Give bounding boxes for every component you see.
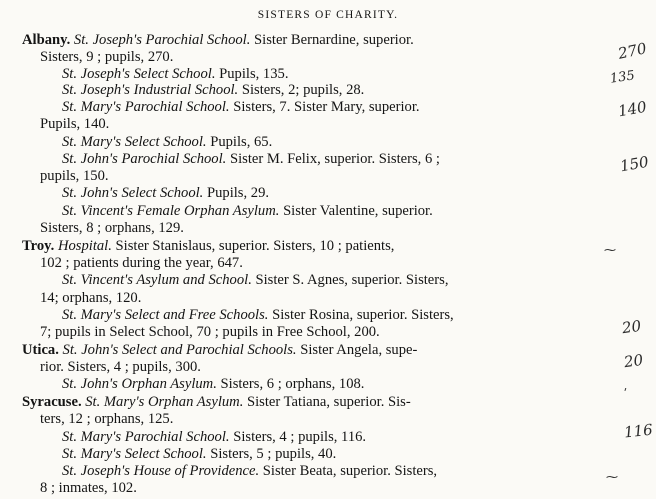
entry-text: Pupils, 135.: [219, 66, 289, 82]
entry-text: Sisters, 4 ; pupils, 116.: [233, 429, 367, 445]
margin-scribble: ⁓: [604, 243, 616, 257]
entry-text: Sisters, 6 ; orphans, 108.: [220, 376, 365, 392]
entry-troy-sm-free: [62, 307, 454, 323]
entry-syracuse-sj-providence: [62, 463, 437, 479]
entry-continuation: pupils, 150.: [40, 168, 109, 184]
margin-annotation: 20: [620, 316, 643, 338]
entry-text: Sister Stanislaus, superior. Sisters, 10 ; patients,: [115, 238, 395, 254]
entry-text: Sister Angela, supe-: [300, 342, 418, 358]
margin-annotation: 140: [616, 97, 648, 121]
city-label-utica: Utica.: [22, 342, 59, 358]
city-label-syracuse: Syracuse.: [22, 394, 82, 410]
entry-troy-sv-asylum: [62, 272, 448, 288]
institution-name: St. Mary's Orphan Asylum.: [85, 394, 244, 410]
entry-text: Sister S. Agnes, superior. Sisters,: [255, 272, 449, 288]
entry-albany-sjohn-select: [62, 185, 269, 201]
entry-text: Pupils, 65.: [210, 134, 273, 150]
entry-syracuse-sm-parochial: [62, 429, 366, 445]
entry-utica-sjohn-orphan: [62, 376, 364, 392]
entry-continuation: 14; orphans, 120.: [40, 290, 142, 306]
institution-name: St. Mary's Select School.: [62, 134, 207, 150]
institution-name: St. John's Orphan Asylum.: [62, 376, 217, 392]
margin-annotation: 20: [622, 350, 645, 372]
institution-name: St. John's Select and Parochial Schools.: [62, 342, 297, 358]
city-label-troy: Troy.: [22, 238, 55, 254]
section-heading: SISTERS OF CHARITY.: [257, 9, 399, 21]
institution-name: St. John's Parochial School.: [62, 151, 227, 167]
entry-albany-sm-parochial: [62, 99, 420, 115]
entry-syracuse-sm-orphan: [22, 394, 411, 410]
entry-text: Sister Rosina, superior. Sisters,: [272, 307, 454, 323]
entry-utica-sjohn-schools: [22, 342, 417, 358]
entry-albany-sv-orphan: [62, 203, 433, 219]
entry-continuation: Sisters, 9 ; pupils, 270.: [40, 49, 174, 65]
institution-name: St. Mary's Parochial School.: [62, 429, 230, 445]
entry-continuation: ters, 12 ; orphans, 125.: [40, 411, 174, 427]
entry-albany-sj-select: [62, 66, 288, 82]
institution-name: St. Mary's Select School.: [62, 446, 207, 462]
institution-name: St. Vincent's Asylum and School.: [62, 272, 252, 288]
city-label-albany: Albany.: [22, 32, 71, 48]
margin-annotation: 270: [616, 39, 649, 63]
margin-annotation: 116: [623, 420, 654, 442]
entry-continuation: 7; pupils in Select School, 70 ; pupils in Free School, 200.: [40, 324, 380, 340]
institution-name: St. Vincent's Female Orphan Asylum.: [62, 203, 280, 219]
entry-continuation: Pupils, 140.: [40, 116, 110, 132]
institution-name: St. Mary's Select and Free Schools.: [62, 307, 269, 323]
institution-name: Hospital.: [57, 238, 112, 254]
entry-text: Sister Beata, superior. Sisters,: [262, 463, 438, 479]
entry-text: Sister Bernardine, superior.: [254, 32, 414, 48]
institution-name: St. John's Select School.: [62, 185, 204, 201]
entry-text: Sister M. Felix, superior. Sisters, 6 ;: [229, 151, 440, 167]
entry-text: Sisters, 5 ; pupils, 40.: [210, 446, 337, 462]
entry-albany-sj-industrial: [62, 82, 364, 98]
entry-continuation: 8 ; inmates, 102.: [40, 480, 137, 496]
entry-continuation: Sisters, 8 ; orphans, 129.: [40, 220, 184, 236]
entry-text: Sisters, 2; pupils, 28.: [241, 82, 365, 98]
margin-scribble: ⸴: [624, 380, 628, 394]
margin-scribble: ⁓: [606, 470, 618, 484]
margin-annotation: 135: [609, 68, 636, 87]
institution-name: St. Joseph's Parochial School.: [73, 32, 251, 48]
entry-continuation: 102 ; patients during the year, 647.: [40, 255, 243, 271]
entry-text: Pupils, 29.: [206, 185, 270, 201]
entry-albany-sjohn-parochial: [62, 151, 440, 167]
institution-name: St. Mary's Parochial School.: [62, 99, 230, 115]
entry-text: Sister Valentine, superior.: [283, 203, 433, 219]
entry-troy-hospital: [22, 238, 394, 254]
entry-continuation: rior. Sisters, 4 ; pupils, 300.: [40, 359, 201, 375]
entry-albany-sm-select: [62, 134, 272, 150]
entry-albany-sj-parochial: [22, 32, 414, 48]
margin-annotation: 150: [618, 152, 650, 176]
entry-text: Sister Tatiana, superior. Sis-: [247, 394, 411, 410]
entry-syracuse-sm-select: [62, 446, 336, 462]
institution-name: St. Joseph's Select School.: [62, 66, 216, 82]
institution-name: St. Joseph's House of Providence.: [62, 463, 260, 479]
institution-name: St. Joseph's Industrial School.: [62, 82, 239, 98]
entry-text: Sisters, 7. Sister Mary, superior.: [233, 99, 420, 115]
